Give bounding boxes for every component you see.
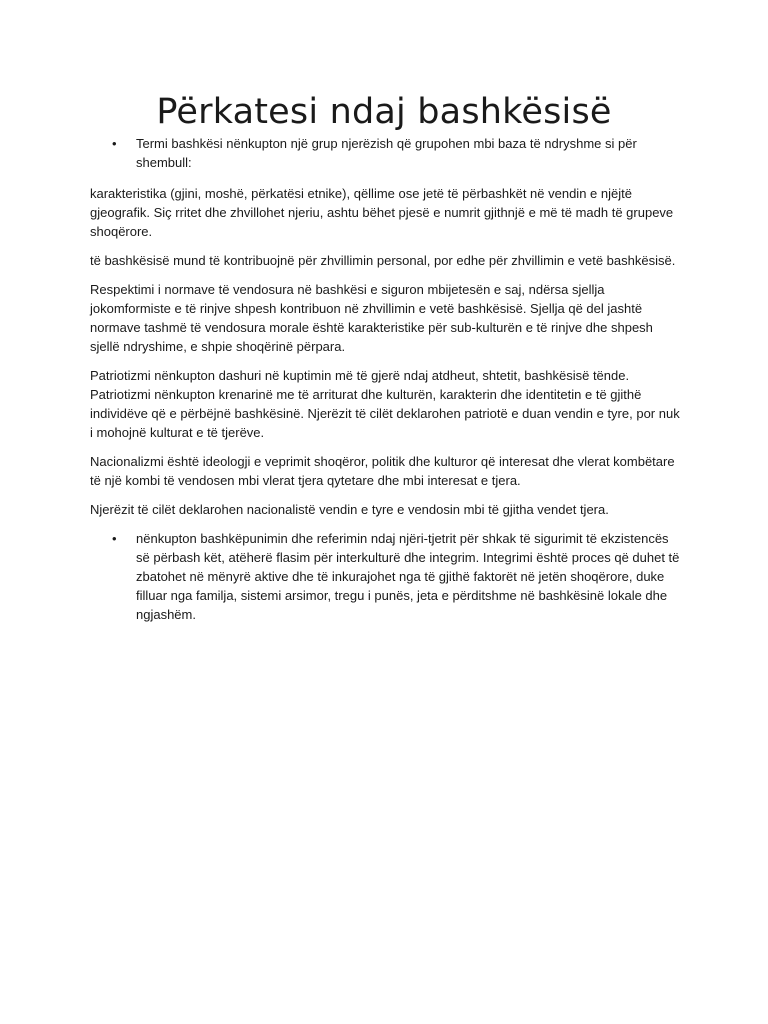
paragraph-nationalism: Nacionalizmi është ideologji e veprimit shoqëror, politik dhe kulturor që interesat dhe vlerat kombëtare të një kombi të vendosen mbi vlerat tjera qytetare dhe mbi interesat e tjera. bbox=[90, 454, 675, 488]
document-title: Përkatesi ndaj bashkësisë bbox=[156, 92, 612, 132]
paragraph-community-contribution: të bashkësisë mund të kontribuojnë për zhvillimin personal, por edhe për zhvillimin e vetë bashkësisë. bbox=[90, 253, 676, 268]
bullet-text: nënkupton bashkëpunimin dhe referimin ndaj njëri-tjetrit për shkak të sigurimit të ekzistencës së përbash kët, atëherë flasim për interkulturë dhe integrim. Integrimi është proces që duhet të zbatohet në mënyrë aktive dhe të inkurajohet nga të gjithë faktorët në jetën shoqërore, duke filluar nga familja, sistemi arsimor, tregu i punës, jeta e përditshme në bashkësinë lokale dhe ngjashëm. bbox=[136, 531, 680, 622]
bullet-text: Termi bashkësi nënkupton një grup njerëzish që grupohen mbi baza të ndryshme si për shembull: bbox=[136, 136, 637, 170]
bullet-item-integration bbox=[90, 529, 680, 624]
bullet-icon: • bbox=[112, 531, 117, 546]
paragraph-nationalists: Njerëzit të cilët deklarohen nacionalistë vendin e tyre e vendosin mbi të gjitha vendet tjera. bbox=[90, 502, 609, 517]
paragraph-characteristics: karakteristika (gjini, moshë, përkatësi etnike), qëllime ose jetë të përbashkët në vendin e njëjtë gjeografik. Siç rritet dhe zhvillohet njeriu, ashtu bëhet pjesë e numrit gjithnjë e më të madh të grupeve shoqërore. bbox=[90, 186, 674, 239]
bullet-icon: • bbox=[112, 136, 117, 151]
bullet-item-community-definition bbox=[90, 134, 680, 172]
document-body bbox=[90, 134, 680, 636]
paragraph-norms: Respektimi i normave të vendosura në bashkësi e siguron mbijetesën e saj, ndërsa sjellja jokomformiste e të rinjve shpesh kontribuon në zhvillimin e vetë bashkësisë. Sjellja që del jashtë normave tashmë të vendosura morale është karakteristike për sub-kulturën e të rinjve dhe shpesh sjellë ndryshime, e shpie shoqërinë përpara. bbox=[90, 282, 653, 354]
paragraph-patriotism: Patriotizmi nënkupton dashuri në kuptimin më të gjerë ndaj atdheut, shtetit, bashkësisë tënde. Patriotizmi nënkupton krenarinë me të arriturat dhe kulturën, karakterin dhe identitetin e të gjithë individëve që e përbëjnë bashkësinë. Njerëzit të cilët deklarohen patriotë e duan vendin e tyre, por nuk i mohojnë kulturat e të tjerëve. bbox=[90, 368, 680, 440]
